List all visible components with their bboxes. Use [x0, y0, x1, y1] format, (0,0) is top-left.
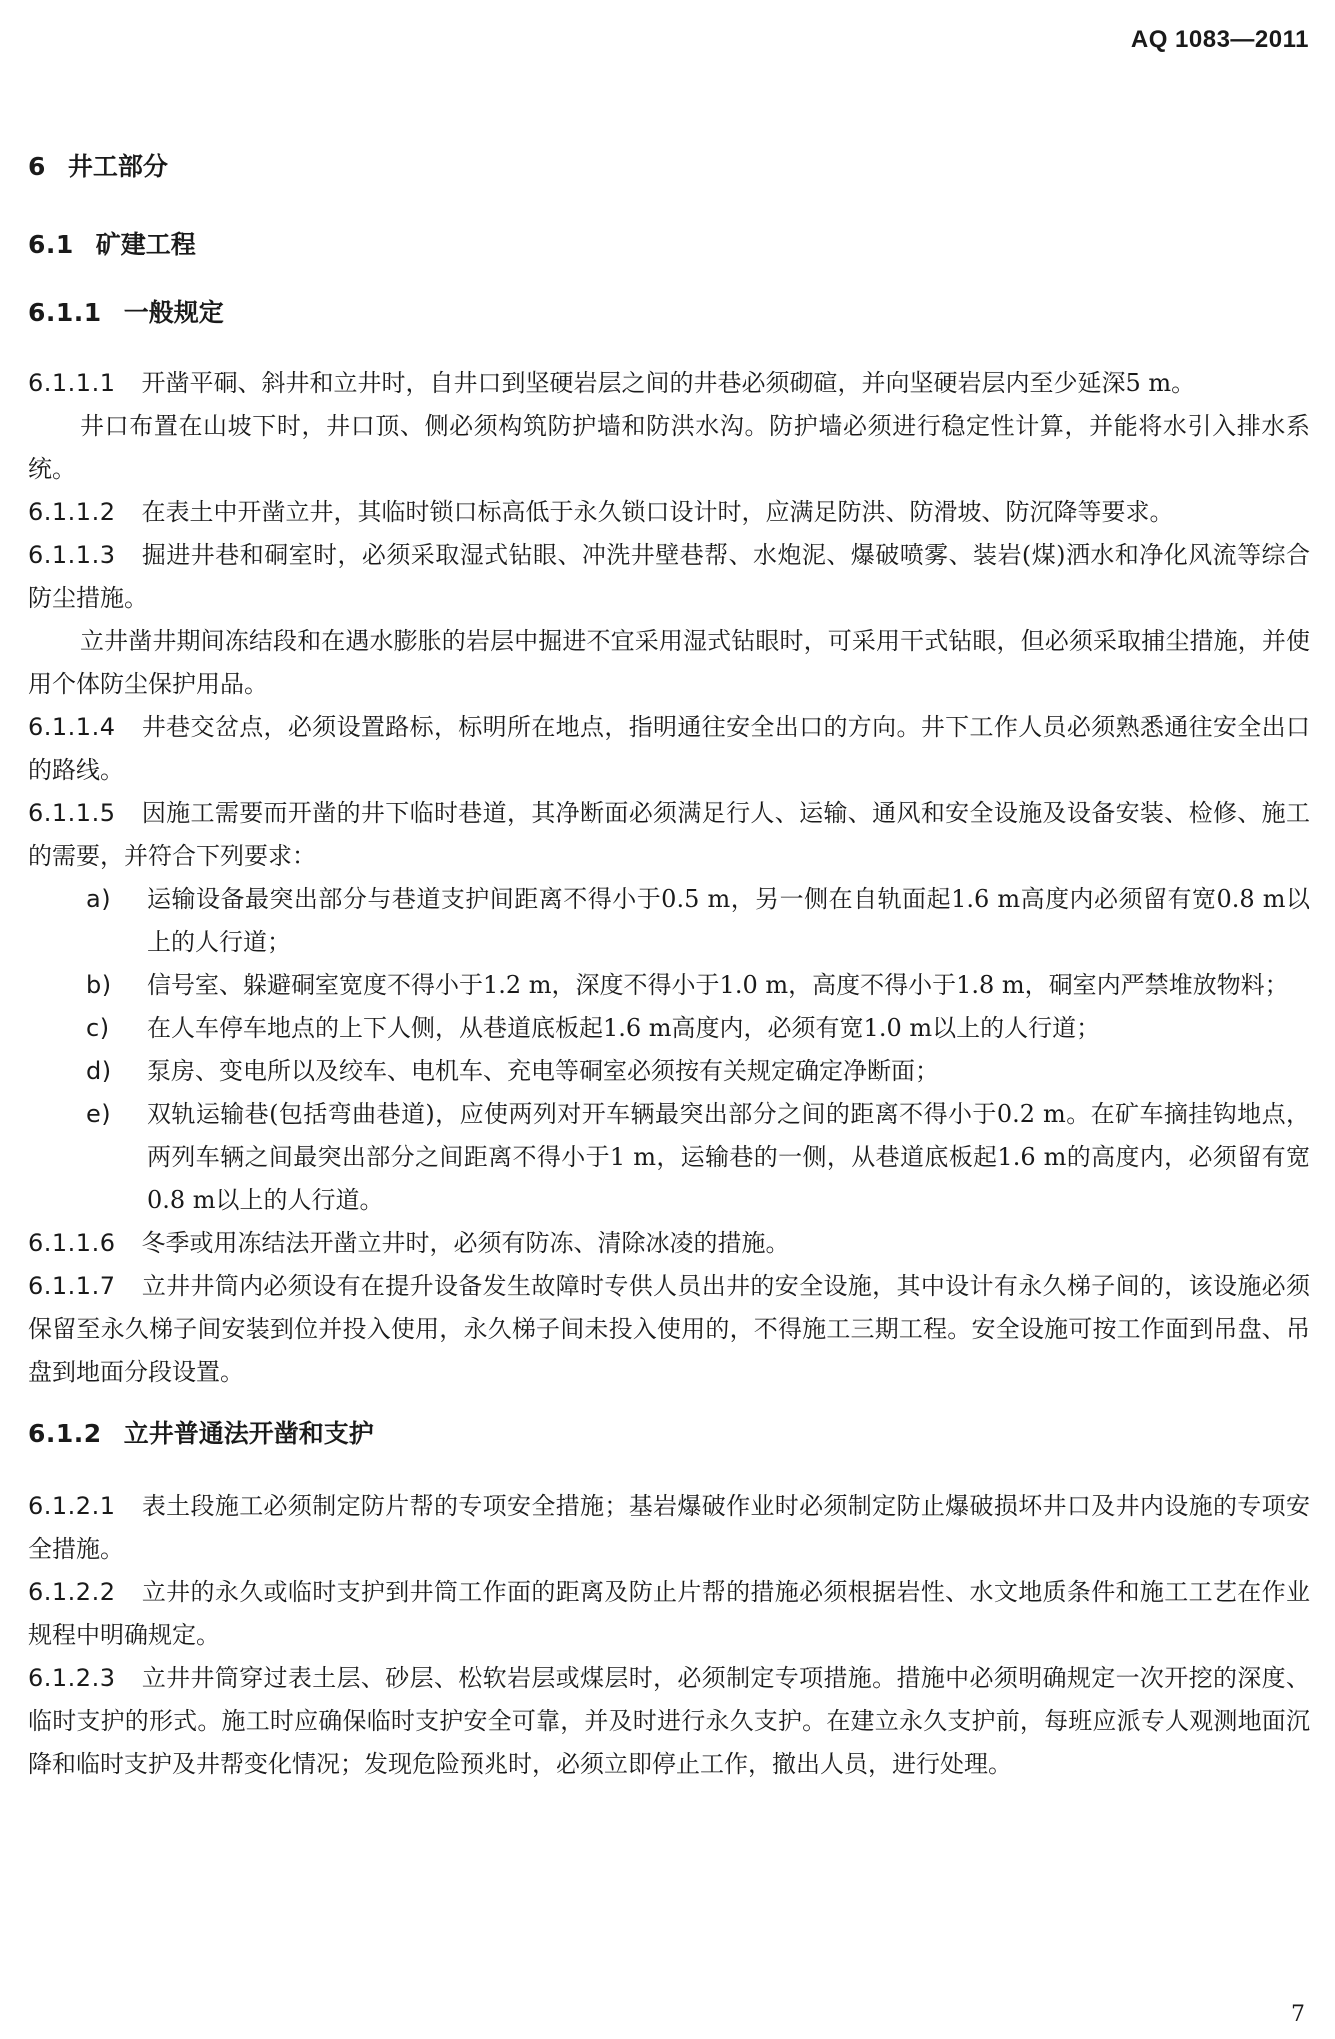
clause-6-1-2-2 — [28, 1571, 1310, 1657]
clause-6-1-1-1 — [28, 362, 1310, 405]
clause-6-1-1-3-paragraph — [28, 620, 1310, 706]
list-text: 泵房、变电所以及绞车、电机车、充电等硐室必须按有关规定确定净断面； — [147, 1057, 939, 1085]
list-text: 在人车停车地点的上下人侧，从巷道底板起1.6 m高度内，必须有宽1.0 m以上的人行道； — [147, 1014, 1101, 1042]
clause-text: 掘进井巷和硐室时，必须采取湿式钻眼、冲洗井壁巷帮、水炮泥、爆破喷雾、装岩(煤)洒水和净化风流等综合防尘措施。 — [28, 541, 1310, 612]
clause-6-1-1-1-paragraph — [28, 405, 1310, 491]
clause-6-1-1-6 — [28, 1222, 1310, 1265]
clause-6-1-1-7 — [28, 1265, 1310, 1394]
clause-text: 开凿平硐、斜井和立井时，自井口到坚硬岩层之间的井巷必须砌碹，并向坚硬岩层内至少延深5 m。 — [141, 369, 1196, 397]
clause-number: 6.1.2.1 — [28, 1492, 116, 1520]
clause-number: 6.1.1.1 — [28, 369, 116, 397]
section-heading-6-1 — [28, 223, 1310, 266]
clause-number: 6.1.1.7 — [28, 1272, 116, 1300]
list-item-e — [28, 1093, 1310, 1222]
clause-text: 立井凿井期间冻结段和在遇水膨胀的岩层中掘进不宜采用湿式钻眼时，可采用干式钻眼，但必须采取捕尘措施，并使用个体防尘保护用品。 — [28, 627, 1310, 698]
clause-6-1-2-3 — [28, 1657, 1310, 1786]
clause-text: 在表土中开凿立井，其临时锁口标高低于永久锁口设计时，应满足防洪、防滑坡、防沉降等要求。 — [141, 498, 1174, 526]
clause-6-1-1-3 — [28, 534, 1310, 620]
clause-text: 井口布置在山坡下时，井口顶、侧必须构筑防护墙和防洪水沟。防护墙必须进行稳定性计算，并能将水引入排水系统。 — [28, 412, 1310, 483]
list-text: 运输设备最突出部分与巷道支护间距离不得小于0.5 m，另一侧在自轨面起1.6 m高度内必须留有宽0.8 m以上的人行道； — [147, 885, 1310, 956]
page-number: 7 — [1291, 2002, 1305, 2027]
clause-number: 6.1.1.2 — [28, 498, 116, 526]
clause-6-1-1-2 — [28, 491, 1310, 534]
clause-6-1-1-5 — [28, 792, 1310, 878]
section-title: 立井普通法开凿和支护 — [123, 1419, 374, 1448]
clause-text: 立井井筒内必须设有在提升设备发生故障时专供人员出井的安全设施，其中设计有永久梯子间的，该设施必须保留至永久梯子间安装到位并投入使用，永久梯子间未投入使用的，不得施工三期工程。安全设施可按工作面到吊盘、吊盘到地面分段设置。 — [28, 1272, 1310, 1386]
clause-text: 冬季或用冻结法开凿立井时，必须有防冻、清除冰凌的措施。 — [141, 1229, 790, 1257]
section-title: 一般规定 — [123, 298, 224, 327]
clause-text: 立井井筒穿过表土层、砂层、松软岩层或煤层时，必须制定专项措施。措施中必须明确规定一次开挖的深度、临时支护的形式。施工时应确保临时支护安全可靠，并及时进行永久支护。在建立永久支护前，每班应派专人观测地面沉降和临时支护及井帮变化情况；发现危险预兆时，必须立即停止工作，撤出人员，进行处理。 — [28, 1664, 1310, 1778]
list-marker: e) — [86, 1100, 112, 1128]
section-heading-6 — [28, 145, 1310, 188]
clause-text: 立井的永久或临时支护到井筒工作面的距离及防止片帮的措施必须根据岩性、水文地质条件和施工工艺在作业规程中明确规定。 — [28, 1578, 1310, 1649]
clause-number: 6.1.2.2 — [28, 1578, 116, 1606]
section-number: 6 — [28, 152, 46, 181]
clause-number: 6.1.1.6 — [28, 1229, 116, 1257]
standard-code: AQ 1083—2011 — [1130, 26, 1309, 53]
section-title: 井工部分 — [67, 152, 168, 181]
clause-number: 6.1.1.3 — [28, 541, 116, 569]
clause-number: 6.1.2.3 — [28, 1664, 116, 1692]
section-number: 6.1.2 — [28, 1419, 102, 1448]
section-heading-6-1-2 — [28, 1412, 1310, 1455]
list-marker: b) — [86, 971, 112, 999]
clause-number: 6.1.1.4 — [28, 713, 116, 741]
section-number: 6.1.1 — [28, 298, 102, 327]
section-title: 矿建工程 — [95, 230, 196, 259]
clause-6-1-2-1 — [28, 1485, 1310, 1571]
clause-text: 井巷交岔点，必须设置路标，标明所在地点，指明通往安全出口的方向。井下工作人员必须熟悉通往安全出口的路线。 — [28, 713, 1310, 784]
clause-number: 6.1.1.5 — [28, 799, 116, 827]
list-item-a — [28, 878, 1310, 964]
clause-text: 表土段施工必须制定防片帮的专项安全措施；基岩爆破作业时必须制定防止爆破损坏井口及井内设施的专项安全措施。 — [28, 1492, 1310, 1563]
list-marker: c) — [86, 1014, 110, 1042]
list-marker: d) — [86, 1057, 112, 1085]
clause-text: 因施工需要而开凿的井下临时巷道，其净断面必须满足行人、运输、通风和安全设施及设备安装、检修、施工的需要，并符合下列要求： — [28, 799, 1310, 870]
list-item-b — [28, 964, 1310, 1007]
document-body — [28, 140, 1310, 1786]
section-heading-6-1-1 — [28, 291, 1310, 334]
list-text: 双轨运输巷(包括弯曲巷道)，应使两列对开车辆最突出部分之间的距离不得小于0.2 m。在矿车摘挂钩地点，两列车辆之间最突出部分之间距离不得小于1 m，运输巷的一侧，从巷道底板起1.6 m的高度内，必须留有宽0.8 m以上的人行道。 — [147, 1100, 1310, 1214]
list-item-c — [28, 1007, 1310, 1050]
clause-6-1-1-4 — [28, 706, 1310, 792]
requirement-list — [28, 878, 1310, 1222]
list-text: 信号室、躲避硐室宽度不得小于1.2 m，深度不得小于1.0 m，高度不得小于1.8 m，硐室内严禁堆放物料； — [147, 971, 1289, 999]
list-marker: a) — [86, 885, 112, 913]
list-item-d — [28, 1050, 1310, 1093]
section-number: 6.1 — [28, 230, 74, 259]
